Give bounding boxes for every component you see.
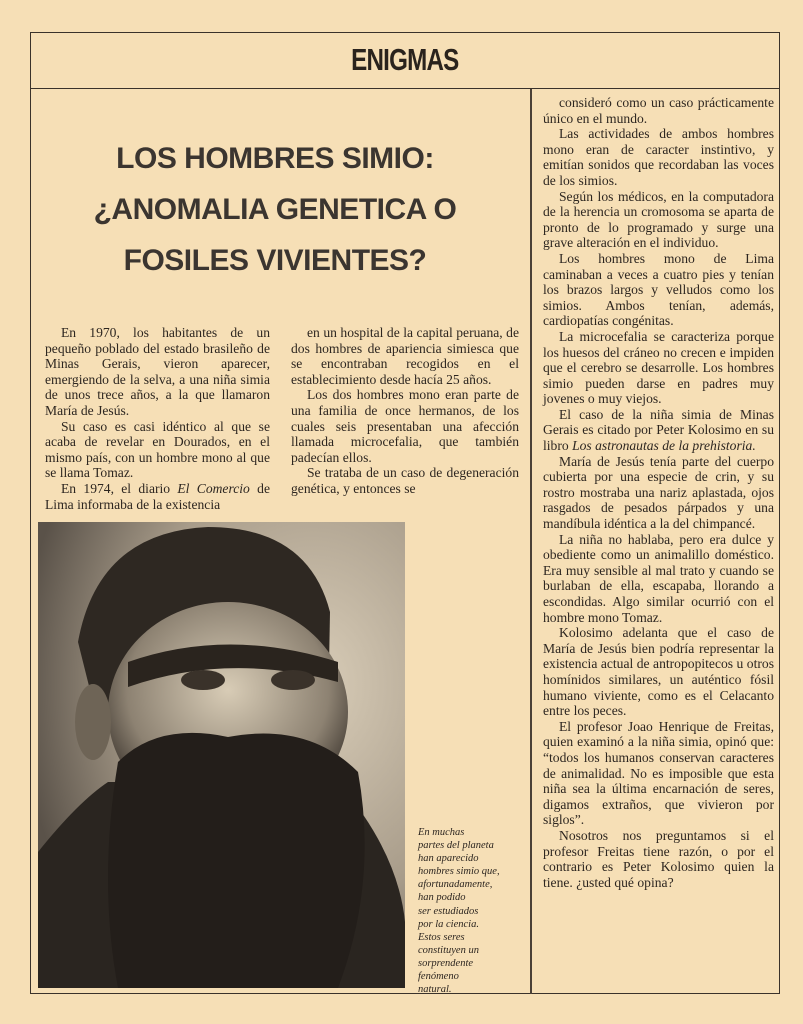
italic-title: Los astronautas de la prehistoria. [572, 438, 756, 454]
caption-line: han aparecido [418, 853, 479, 865]
article-paragraph: El profesor Joao Henrique de Freitas, quien examinó a la niña simia, opinó que: “todos los humanos conservan caracteres de animalidad. No es imposible que esta niña sea la última encarnación de seres, digamos extraños, que vivieron por siglos”. [543, 718, 774, 828]
paragraph-text: En 1974, el diario [61, 480, 178, 496]
photo-caption [418, 826, 528, 996]
article-paragraph: Su caso es casi idéntico al que se acaba de revelar en Dourados, en el mismo país, con un hombre mono al que se llama Tomaz. [45, 418, 270, 481]
paragraph-text: El caso de la niña simia de Minas Gerais es citado por Peter Kolosimo en su libro [543, 406, 774, 454]
article-column-1 [45, 325, 270, 512]
article-paragraph [543, 407, 774, 454]
article-column-3 [543, 95, 774, 890]
caption-line: hombres simio que, [418, 866, 500, 878]
article-paragraph: Kolosimo adelanta que el caso de María de Jesús bien podría representar la existencia actual de antropopitecos u otros homínidos similares, un auténtico fósil humano viviente, como es el Celacanto entre los peces. [543, 625, 774, 719]
article-paragraph: Las actividades de ambos hombres mono eran de caracter instintivo, y emitían sonidos que recordaban las voces de los simios. [543, 126, 774, 188]
bearded-man-photo [38, 522, 405, 988]
caption-line: En muchas [418, 827, 465, 838]
caption-line: natural. [418, 984, 452, 996]
headline-line-2: ¿ANOMALIA GENETICA O [93, 193, 457, 226]
article-paragraph: En 1970, los habitantes de un pequeño poblado del estado brasileño de Minas Gerais, vieron aparecer, emergiendo de la selva, a una niña simia de unos trece años, a la que llamaron María de Jesús. [45, 325, 270, 418]
caption-line: afortunadamente, [418, 879, 493, 891]
section-header [30, 32, 780, 89]
article-paragraph: La microcefalia se caracteriza porque los huesos del cráneo no crecen e impiden que el cerebro se desarrolle. Los hombres simio pueden darse en padres muy jovenes o muy viejos. [543, 328, 774, 407]
column-divider [530, 89, 532, 994]
article-paragraph: Se trataba de un caso de degeneración genética, y entonces se [291, 465, 519, 496]
article-paragraph: Los dos hombres mono eran parte de una familia de once hermanos, de los cuales seis presentaban una afección llamada microcefalia, que también padecían ellos. [291, 387, 519, 465]
article-paragraph: consideró como un caso prácticamente único en el mundo. [543, 95, 774, 126]
paragraph-text: de Lima informaba de la existencia [45, 480, 270, 512]
article-paragraph: Nosotros nos preguntamos si el profesor Freitas tiene razón, o por el contrario es Peter Kolosimo quien la tiene. ¿usted qué opina? [543, 827, 774, 890]
caption-line: han podido [418, 892, 466, 904]
caption-line: constituyen un [418, 944, 479, 956]
caption-line: Estos seres [418, 931, 465, 943]
caption-line: ser estudiados [418, 905, 479, 917]
article-paragraph: Según los médicos, en la computadora de la herencia un cromosoma se aparta de pronto de lo programado y surge una grave alteración en el individuo. [543, 188, 774, 251]
caption-line: por la ciencia. [418, 918, 479, 930]
article-paragraph [45, 481, 270, 512]
italic-title: El Comercio [177, 480, 250, 496]
section-title: ENIGMAS [351, 42, 459, 77]
headline-line-1: LOS HOMBRES SIMIO: [116, 142, 434, 175]
caption-line: fenómeno [418, 971, 459, 983]
article-column-2 [291, 325, 519, 497]
headline-line-3: FOSILES VIVIENTES? [123, 244, 427, 277]
article-paragraph: Los hombres mono de Lima caminaban a veces a cuatro pies y tenían los brazos largos y velludos como los simios. Ambos tenían, además, cardiopatías congénitas. [543, 250, 774, 329]
article-paragraph: en un hospital de la capital peruana, de dos hombres de apariencia simiesca que se encontraban recogidos en el establecimiento desde hacía 25 años. [291, 325, 519, 387]
caption-line: partes del planeta [418, 840, 494, 852]
article-paragraph: María de Jesús tenía parte del cuerpo cubierta por una especie de crin, y su rostro mostraba una nariz aplastada, ojos rasgados de pesados párpados y una mandíbula idéntica a la del chimpancé. [543, 453, 774, 532]
article-paragraph: La niña no hablaba, pero era dulce y obediente como un animalillo doméstico. Era muy sensible al mal trato y cuando se burlaban de ella, escapaba, llorando a escondidas. Algo similar ocurrió con el hombre mono Tomaz. [543, 531, 774, 625]
caption-line: sorprendente [418, 957, 474, 969]
